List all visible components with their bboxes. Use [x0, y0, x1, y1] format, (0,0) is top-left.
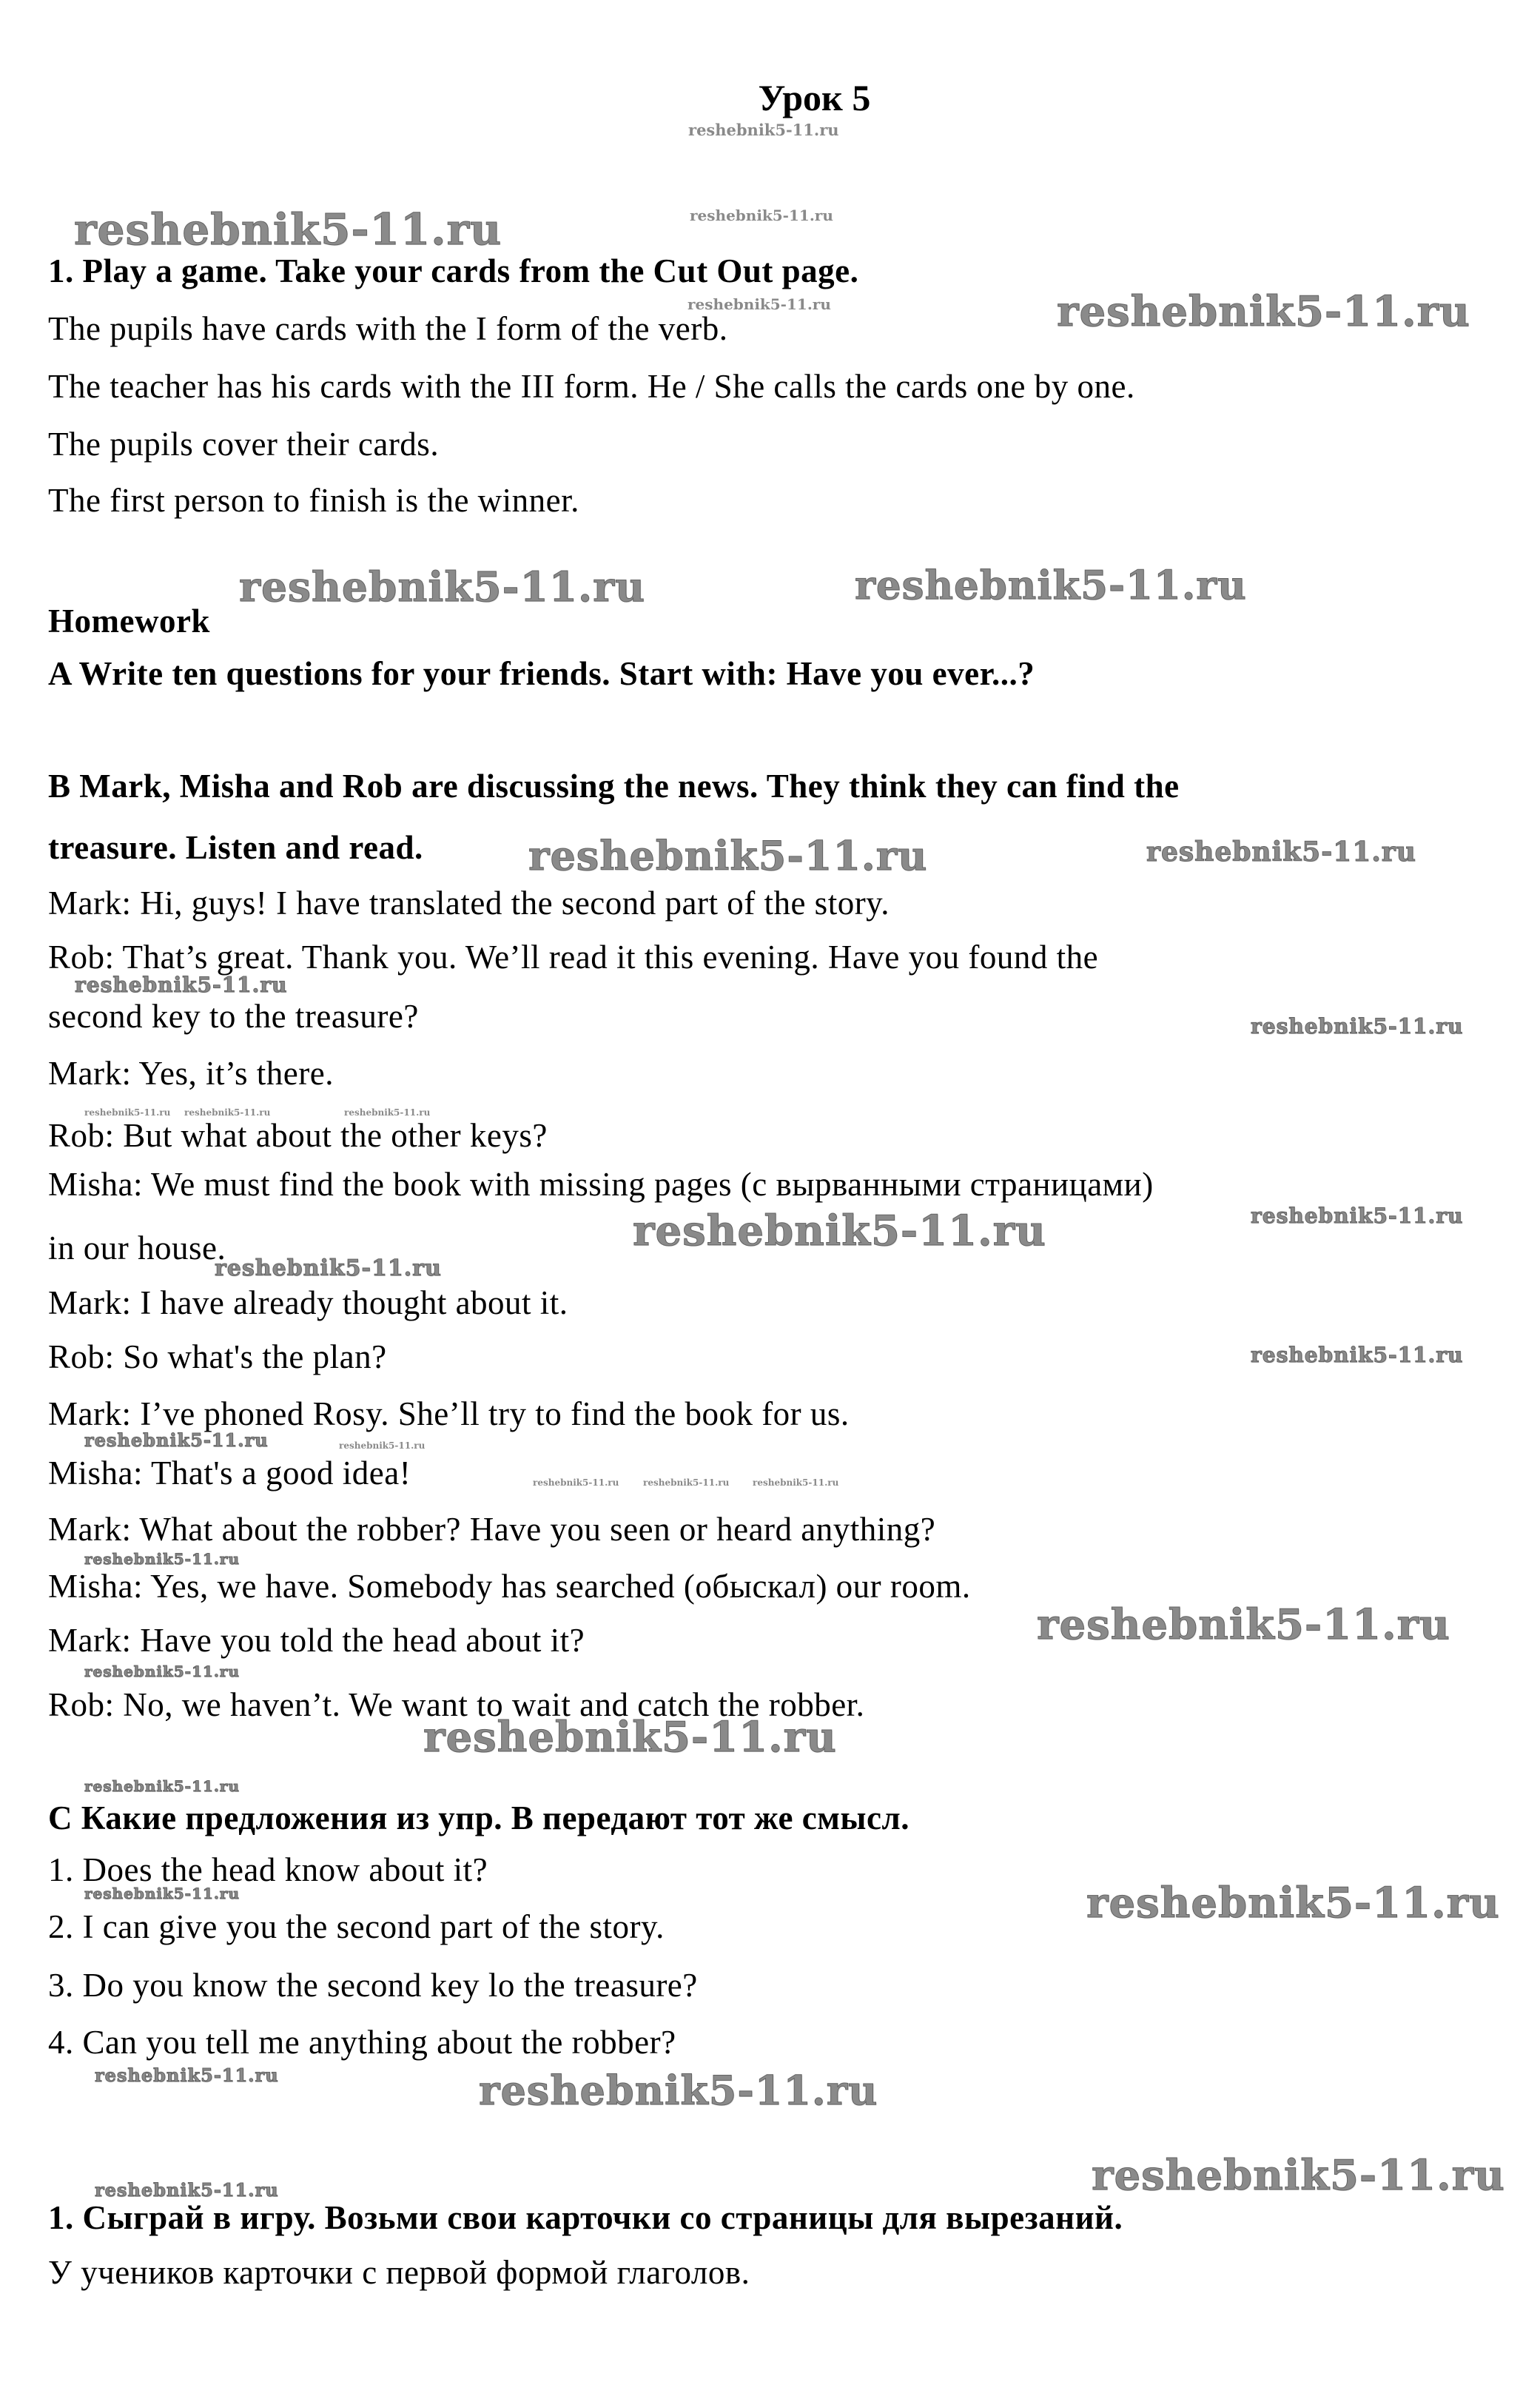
exercise-1-heading: 1. Play a game. Take your cards from the Cut Out page. — [48, 252, 859, 289]
task-c-item: 4. Can you tell me anything about the robber? — [48, 2024, 676, 2061]
task-a-line: A Write ten questions for your friends. Start with: Have you ever...? — [48, 655, 1035, 692]
dialogue-line: Mark: I’ve phoned Rosy. She’ll try to find the book for us. — [48, 1395, 850, 1432]
watermark: reshebnik5-11.ru — [690, 207, 833, 224]
dialogue-line: Mark: Have you told the head about it? — [48, 1622, 585, 1659]
watermark: reshebnik5-11.ru — [1251, 1204, 1464, 1228]
page-title: Урок 5 — [758, 77, 871, 118]
task-c-heading: С Какие предложения из упр. В передают тот же смысл. — [48, 1799, 910, 1836]
watermark: reshebnik5-11.ru — [643, 1477, 730, 1488]
body-line: The pupils cover their cards. — [48, 426, 440, 463]
watermark: reshebnik5-11.ru — [1251, 1343, 1464, 1367]
watermark: reshebnik5-11.ru — [239, 563, 646, 611]
dialogue-line: Misha: We must find the book with missing pages (с вырванными страницами) — [48, 1166, 1154, 1203]
watermark: reshebnik5-11.ru — [95, 2179, 279, 2201]
watermark: reshebnik5-11.ru — [215, 1255, 442, 1281]
dialogue-line: Rob: So what's the plan? — [48, 1338, 387, 1375]
watermark: reshebnik5-11.ru — [75, 973, 288, 997]
watermark: reshebnik5-11.ru — [753, 1477, 839, 1488]
watermark: reshebnik5-11.ru — [1086, 1879, 1500, 1927]
watermark: reshebnik5-11.ru — [1146, 836, 1416, 868]
watermark: reshebnik5-11.ru — [84, 1777, 240, 1795]
watermark: reshebnik5-11.ru — [688, 121, 839, 139]
dialogue-line: Rob: That’s great. Thank you. We’ll read it this evening. Have you found the — [48, 939, 1099, 976]
watermark: reshebnik5-11.ru — [344, 1107, 431, 1118]
watermark: reshebnik5-11.ru — [855, 563, 1247, 608]
watermark: reshebnik5-11.ru — [687, 295, 831, 313]
dialogue-line: Misha: Yes, we have. Somebody has searched (обыскал) our room. — [48, 1568, 971, 1605]
dialogue-line: Mark: Hi, guys! I have translated the second part of the story. — [48, 885, 890, 922]
task-c-item: 1. Does the head know about it? — [48, 1851, 488, 1888]
watermark: reshebnik5-11.ru — [84, 1550, 240, 1568]
dialogue-line: Mark: Yes, it’s there. — [48, 1055, 334, 1092]
dialogue-line: Misha: That's a good idea! — [48, 1455, 411, 1492]
watermark: reshebnik5-11.ru — [533, 1477, 619, 1488]
watermark: reshebnik5-11.ru — [339, 1440, 426, 1451]
dialogue-line: Rob: But what about the other keys? — [48, 1117, 548, 1154]
watermark: reshebnik5-11.ru — [74, 204, 502, 255]
watermark: reshebnik5-11.ru — [184, 1107, 271, 1118]
watermark: reshebnik5-11.ru — [84, 1429, 269, 1451]
task-c-item: 3. Do you know the second key lo the treasure? — [48, 1967, 698, 2004]
task-b-line: treasure. Listen and read. — [48, 829, 423, 866]
body-line: The pupils have cards with the I form of the verb. — [48, 310, 728, 347]
watermark: reshebnik5-11.ru — [95, 2064, 279, 2086]
dialogue-line: in our house. — [48, 1229, 226, 1266]
russian-heading: 1. Сыграй в игру. Возьми свои карточки со страницы для вырезаний. — [48, 2199, 1123, 2236]
dialogue-line: second key to the treasure? — [48, 998, 419, 1035]
dialogue-line: Rob: No, we haven’t. We want to wait and catch the robber. — [48, 1686, 865, 1723]
dialogue-line: Mark: What about the robber? Have you seen or heard anything? — [48, 1511, 936, 1548]
watermark: reshebnik5-11.ru — [84, 1662, 240, 1680]
homework-heading: Homework — [48, 603, 210, 640]
body-line: The teacher has his cards with the III form. He / She calls the cards one by one. — [48, 368, 1135, 405]
task-c-item: 2. I can give you the second part of the story. — [48, 1908, 665, 1945]
watermark: reshebnik5-11.ru — [1251, 1014, 1464, 1039]
watermark: reshebnik5-11.ru — [84, 1107, 171, 1118]
watermark: reshebnik5-11.ru — [1092, 2151, 1505, 2200]
watermark: reshebnik5-11.ru — [633, 1207, 1046, 1255]
watermark: reshebnik5-11.ru — [1057, 287, 1470, 336]
watermark: reshebnik5-11.ru — [423, 1713, 837, 1762]
watermark: reshebnik5-11.ru — [479, 2067, 878, 2114]
watermark: reshebnik5-11.ru — [84, 1885, 240, 1902]
dialogue-line: Mark: I have already thought about it. — [48, 1284, 568, 1321]
task-b-line: B Mark, Misha and Rob are discussing the news. They think they can find the — [48, 768, 1180, 805]
watermark: reshebnik5-11.ru — [528, 832, 928, 879]
russian-line: У учеников карточки с первой формой глаголов. — [48, 2254, 750, 2291]
body-line: The first person to finish is the winner. — [48, 482, 579, 519]
watermark: reshebnik5-11.ru — [1037, 1600, 1450, 1649]
